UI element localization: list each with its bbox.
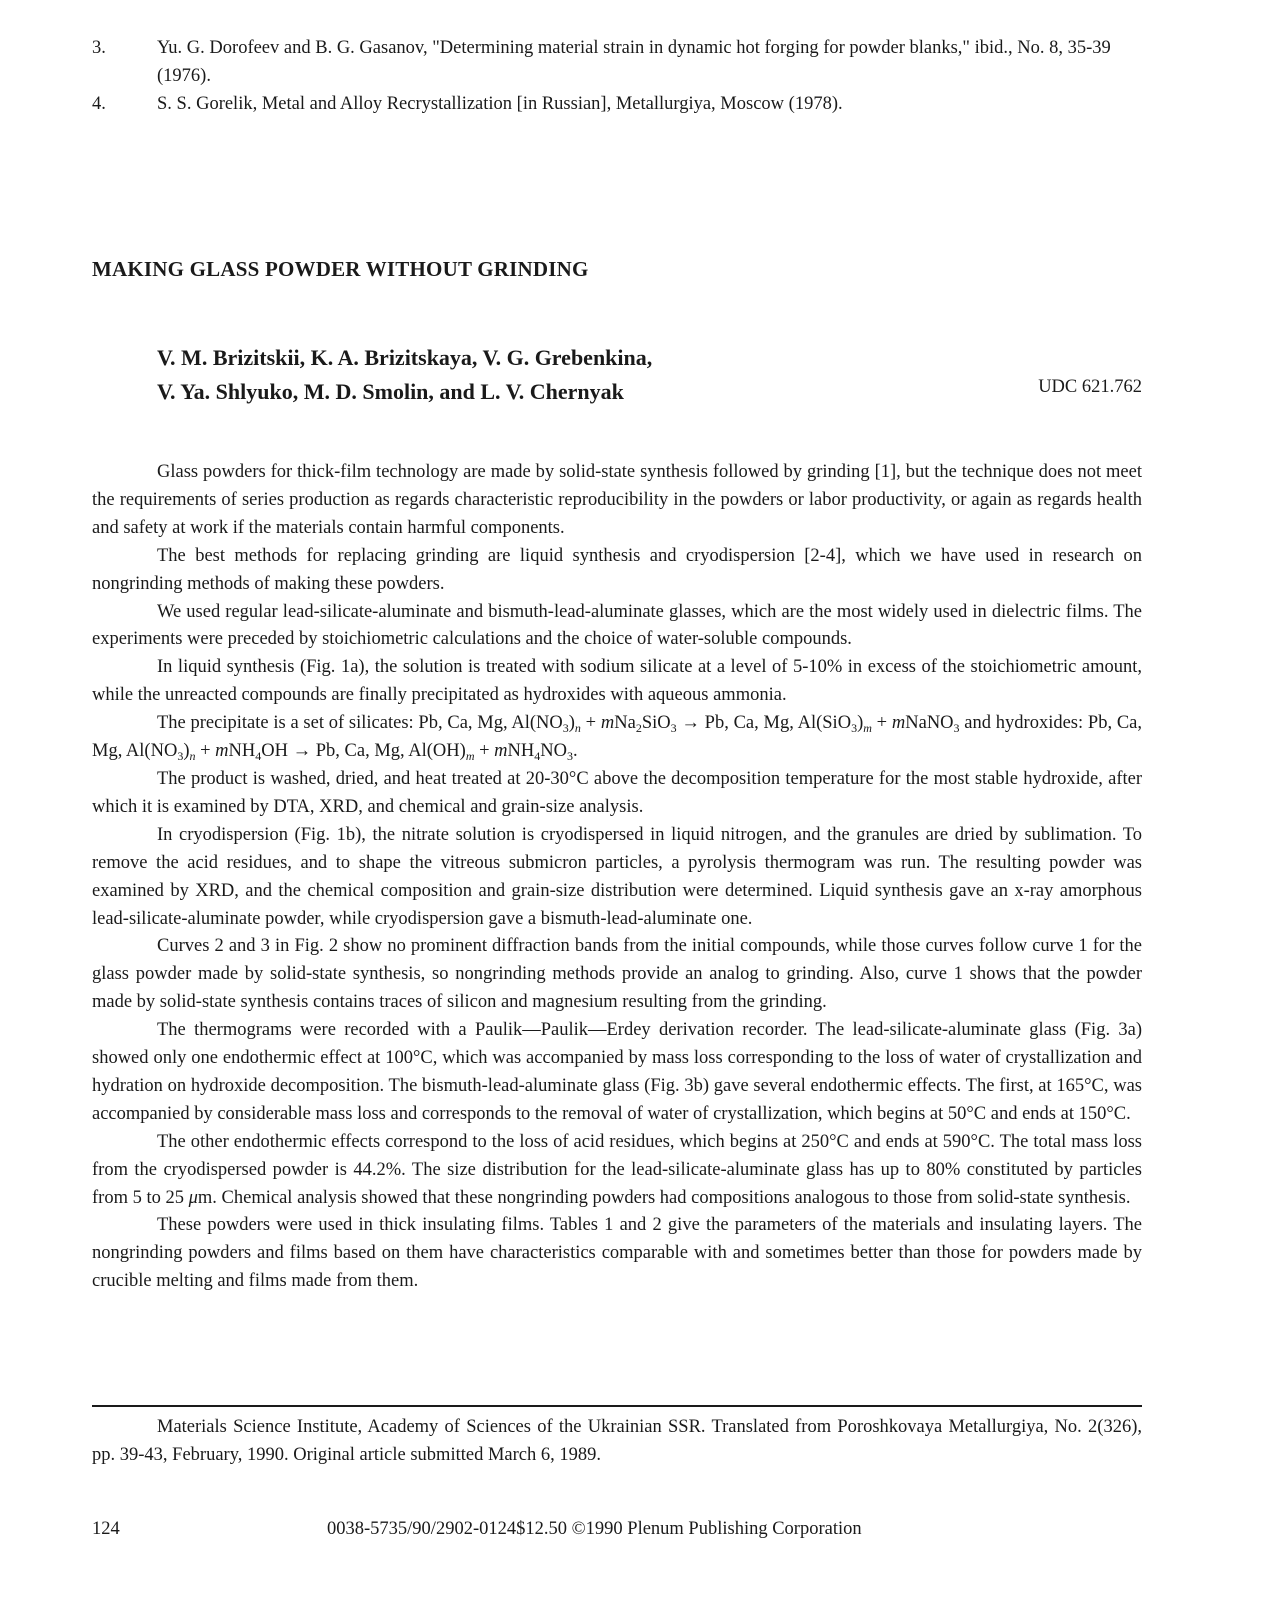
text-run: NO [540, 741, 568, 762]
text-run: SiO [641, 713, 671, 734]
text-run: m. Chemical analysis showed that these nongrinding powders had compositions analogous to those from solid-state synthesis. [197, 1187, 1131, 1208]
paragraph: The product is washed, dried, and heat treated at 20-30°C above the decomposition temperature for the most stable hydroxide, after which it is examined by DTA, XRD, and chemical and grain-size analysis. [92, 768, 1142, 817]
paragraph: Curves 2 and 3 in Fig. 2 show no prominent diffraction bands from the initial compounds, while those curves follow curve 1 for the glass powder made by solid-state synthesis, so nongrinding methods provide an analog to grinding. Also, curve 1 shows that the powder made by solid-state synthesis contains traces of silicon and magnesium resulting from the grinding. [92, 936, 1142, 1013]
paragraph: In liquid synthesis (Fig. 1a), the solution is treated with sodium silicate at a level of 5-10% in excess of the stoichiometric amount, while the unreacted compounds are finally precipitated as hydroxides with aqueous ammonia. [92, 657, 1142, 706]
text-run: The precipitate is a set of silicates: Pb, Ca, Mg, Al(NO [157, 713, 563, 734]
publication-code: 0038-5735/90/2902-0124$12.50 ©1990 Plenum Publishing Corporation [327, 1519, 862, 1539]
text-run: ) [857, 713, 864, 734]
italic-variable: m [215, 741, 229, 762]
italic-subscript: m [465, 749, 475, 764]
reference-list [92, 34, 1142, 118]
reference-text: S. S. Gorelik, Metal and Alloy Recrystallization [in Russian], Metallurgiya, Moscow (1978). [157, 94, 843, 114]
paragraph: The best methods for replacing grinding are liquid synthesis and cryodispersion [2-4], which we have used in research on nongrinding methods of making these powders. [92, 545, 1142, 594]
paragraph: These powders were used in thick insulating films. Tables 1 and 2 give the parameters of the materials and insulating layers. The nongrinding powders and films based on them have characteristics comparable with and sometimes better than those for powders made by crucible melting and films made from them. [92, 1215, 1142, 1292]
subscript: 2 [635, 721, 642, 736]
reference-number: 4. [92, 94, 106, 114]
italic-subscript: m [863, 721, 872, 736]
paragraph: The thermograms were recorded with a Paulik—Paulik—Erdey derivation recorder. The lead-silicate-aluminate glass (Fig. 3a) showed only one endothermic effect at 100°C, which was accompanied by mass loss corresponding to the loss of water of crystallization and hydration on hydroxide decomposition. The bismuth-lead-aluminate glass (Fig. 3b) gave several endothermic effects. The first, at 165°C, was accompanied by considerable mass loss and corresponds to the removal of water of crystallization, which begins at 50°C and ends at 150°C. [92, 1020, 1142, 1124]
subscript: 4 [255, 749, 262, 764]
italic-variable: m [600, 713, 615, 734]
text-run: OH → Pb, Ca, Mg, Al(OH) [261, 741, 466, 762]
reference-item [92, 34, 1142, 90]
subscript: 3 [567, 749, 574, 764]
paragraph: In cryodispersion (Fig. 1b), the nitrate solution is cryodispersed in liquid nitrogen, and the granules are dried by sublimation. To remove the acid residues, and to shape the vitreous submicron particles, a pyrolysis thermogram was run. The resulting powder was examined by XRD, and the chemical composition and grain-size distribution were determined. Liquid synthesis gave an x-ray amorphous lead-silicate-aluminate powder, while cryodispersion gave a bismuth-lead-aluminate one. [92, 824, 1142, 929]
article-title: MAKING GLASS POWDER WITHOUT GRINDING [92, 257, 589, 281]
text-run: ) [568, 713, 575, 734]
italic-variable: m [494, 741, 508, 762]
text-run: Na [614, 713, 636, 734]
italic-subscript: n [574, 721, 581, 736]
reference-text: Yu. G. Dorofeev and B. G. Gasanov, "Determining material strain in dynamic hot forging for powder blanks," ibid., No. 8, 35-39 (1976). [157, 38, 1111, 86]
paragraph: We used regular lead-silicate-aluminate and bismuth-lead-aluminate glasses, which are the most widely used in dielectric films. The experiments were preceded by stoichiometric calculations and the choice of water-soluble compounds. [92, 601, 1142, 650]
paragraph [92, 1129, 1142, 1213]
footnote-divider [92, 1405, 1142, 1407]
text-run: . [573, 741, 578, 762]
text-run: + [474, 741, 495, 762]
subscript: 3 [670, 721, 677, 736]
page-number: 124 [92, 1519, 120, 1539]
text-run: → Pb, Ca, Mg, Al(SiO [676, 713, 852, 734]
text-run: NaNO [905, 713, 954, 734]
text-run: NH [507, 741, 535, 762]
italic-variable: m [891, 713, 906, 734]
udc-code: UDC 621.762 [1038, 377, 1142, 397]
subscript [863, 721, 872, 735]
text-run: ) [183, 741, 190, 762]
subscript: 3 [851, 721, 858, 736]
author-list [157, 341, 1142, 409]
text-run: + [195, 741, 216, 762]
reference-number: 3. [92, 38, 106, 58]
subscript: 3 [562, 721, 569, 736]
text-run: + [871, 713, 892, 734]
italic-subscript: n [189, 749, 196, 764]
affiliation-footnote: Materials Science Institute, Academy of Sciences of the Ukrainian SSR. Translated from Poroshkovaya Metallurgiya, No. 2(326), pp. 39-43, February, 1990. Original article submitted March 6, 1989. [92, 1417, 1142, 1465]
subscript: 3 [953, 721, 960, 736]
subscript: 4 [534, 749, 541, 764]
text-run: The other endothermic effects correspond to the loss of acid residues, which begins at 250°C and ends at 590°C. The total mass loss from the cryodispersed powder is 44.2%. The size distribution for the lead-silicate-aluminate glass has up to 80% constituted by particles from 5 to 25 [92, 1131, 1142, 1208]
paragraph-reaction-equations [92, 710, 1142, 766]
text-run: + [580, 713, 601, 734]
paragraph: Glass powders for thick-film technology are made by solid-state synthesis followed by grinding [1], but the technique does not meet the requirements of series production as regards characteristic reproducibility in the powders or labor productivity, or again as regards health and safety at work if the materials contain harmful components. [92, 462, 1142, 538]
subscript: 3 [177, 749, 184, 764]
authors-line-1: V. M. Brizitskii, K. A. Brizitskaya, V. G. Grebenkina, [157, 345, 653, 370]
italic-mu-symbol: μ [188, 1187, 198, 1208]
text-run: NH [228, 741, 256, 762]
text-run: and hydroxides: Pb, Ca, Mg, Al(NO [92, 713, 1143, 762]
authors-line-2: V. Ya. Shlyuko, M. D. Smolin, and L. V. Chernyak [157, 379, 624, 404]
article-body [92, 459, 1142, 1296]
reference-item [92, 90, 1142, 118]
